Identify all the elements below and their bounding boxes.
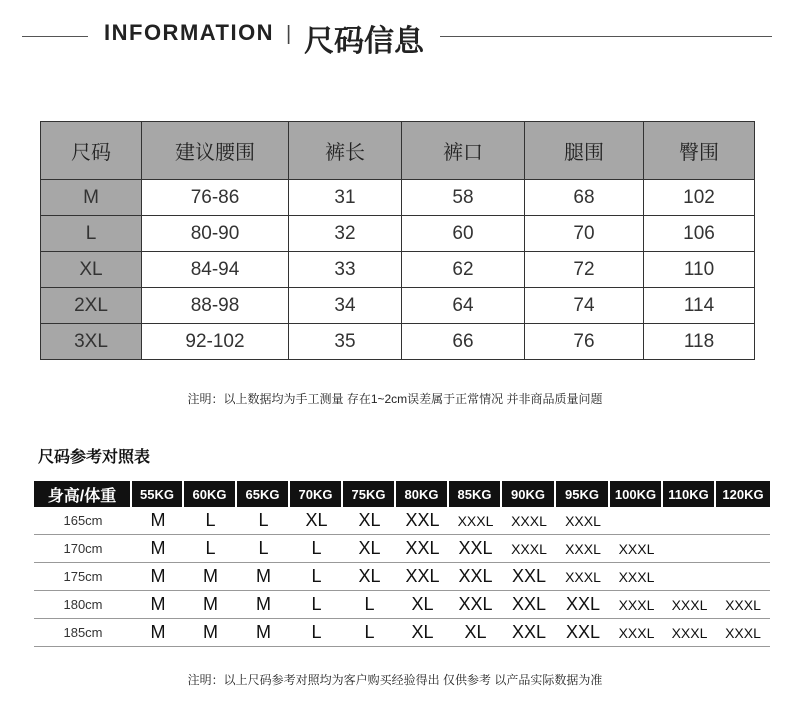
size-value-cell: 32 [289, 216, 402, 252]
weight-header: 80KG [396, 481, 449, 507]
recommended-size-cell: L [290, 591, 343, 619]
recommended-size-cell: XL [343, 563, 396, 591]
recommended-size-cell [663, 507, 716, 535]
recommended-size-cell: XL [343, 535, 396, 563]
size-table-header: 裤口 [402, 122, 525, 180]
recommended-size-cell: XXL [396, 563, 449, 591]
recommended-size-cell: M [132, 563, 184, 591]
size-reference-table [34, 481, 770, 647]
size-value-cell: 76 [525, 324, 644, 360]
size-table-header: 尺码 [41, 122, 142, 180]
recommended-size-cell: XL [343, 507, 396, 535]
recommended-size-cell: L [237, 535, 290, 563]
size-measurement-table [40, 121, 755, 360]
recommended-size-cell: XXL [449, 563, 502, 591]
recommended-size-cell: XXXL [556, 507, 610, 535]
reference-table-header-row [34, 481, 770, 507]
recommended-size-cell: XXL [449, 591, 502, 619]
size-table-row [41, 288, 755, 324]
recommended-size-cell: M [184, 619, 237, 647]
reference-table-row [34, 591, 770, 619]
recommended-size-cell: L [343, 619, 396, 647]
size-label-cell: 2XL [41, 288, 142, 324]
size-value-cell: 74 [525, 288, 644, 324]
weight-header: 120KG [716, 481, 770, 507]
recommended-size-cell: L [290, 535, 343, 563]
size-value-cell: 92-102 [142, 324, 289, 360]
recommended-size-cell: XXXL [663, 619, 716, 647]
recommended-size-cell: L [290, 563, 343, 591]
height-cell: 175cm [34, 563, 132, 591]
recommended-size-cell: M [237, 619, 290, 647]
size-value-cell: 64 [402, 288, 525, 324]
size-value-cell: 62 [402, 252, 525, 288]
recommended-size-cell: XXXL [502, 507, 556, 535]
recommended-size-cell: XXXL [556, 535, 610, 563]
size-table-header-row [41, 122, 755, 180]
reference-table-row [34, 507, 770, 535]
size-value-cell: 84-94 [142, 252, 289, 288]
size-label-cell: XL [41, 252, 142, 288]
recommended-size-cell: XXXL [449, 507, 502, 535]
reference-table-row [34, 619, 770, 647]
size-table-row [41, 180, 755, 216]
size-table-row [41, 324, 755, 360]
size-value-cell: 110 [644, 252, 755, 288]
size-table-header: 裤长 [289, 122, 402, 180]
height-cell: 170cm [34, 535, 132, 563]
recommended-size-cell [610, 507, 663, 535]
recommended-size-cell [663, 563, 716, 591]
recommended-size-cell: XL [396, 619, 449, 647]
recommended-size-cell: XXL [449, 535, 502, 563]
header-left-rule [22, 36, 88, 37]
size-value-cell: 80-90 [142, 216, 289, 252]
recommended-size-cell: M [237, 563, 290, 591]
recommended-size-cell: L [184, 535, 237, 563]
weight-header: 65KG [237, 481, 290, 507]
size-table-header: 臀围 [644, 122, 755, 180]
size-table-row [41, 216, 755, 252]
recommended-size-cell: XXXL [663, 591, 716, 619]
measurement-note: 注明：以上数据均为手工测量 存在1~2cm误差属于正常情况 并非商品质量问题 [187, 392, 603, 406]
reference-table-row [34, 563, 770, 591]
header-title-en: INFORMATION [104, 20, 275, 45]
size-value-cell: 114 [644, 288, 755, 324]
size-label-cell: L [41, 216, 142, 252]
size-value-cell: 66 [402, 324, 525, 360]
weight-header: 95KG [556, 481, 610, 507]
recommended-size-cell: XL [449, 619, 502, 647]
size-value-cell: 76-86 [142, 180, 289, 216]
recommended-size-cell: XXL [502, 563, 556, 591]
weight-header: 90KG [502, 481, 556, 507]
recommended-size-cell: L [237, 507, 290, 535]
size-value-cell: 35 [289, 324, 402, 360]
reference-table-title: 尺码参考对照表 [38, 449, 151, 466]
recommended-size-cell: L [184, 507, 237, 535]
recommended-size-cell: XXXL [610, 535, 663, 563]
recommended-size-cell: M [132, 591, 184, 619]
recommended-size-cell: M [184, 563, 237, 591]
size-label-cell: M [41, 180, 142, 216]
weight-header: 70KG [290, 481, 343, 507]
recommended-size-cell: M [132, 535, 184, 563]
weight-header: 100KG [610, 481, 663, 507]
recommended-size-cell: XXXL [502, 535, 556, 563]
size-value-cell: 58 [402, 180, 525, 216]
reference-note: 注明：以上尺码参考对照均为客户购买经验得出 仅供参考 以产品实际数据为准 [187, 673, 603, 687]
size-value-cell: 118 [644, 324, 755, 360]
header-title-cn: 尺码信息 [304, 25, 424, 58]
recommended-size-cell: XXL [556, 591, 610, 619]
recommended-size-cell [716, 563, 770, 591]
recommended-size-cell: M [132, 507, 184, 535]
height-cell: 185cm [34, 619, 132, 647]
recommended-size-cell: XXL [502, 619, 556, 647]
size-value-cell: 102 [644, 180, 755, 216]
size-value-cell: 72 [525, 252, 644, 288]
weight-header: 55KG [132, 481, 184, 507]
size-value-cell: 33 [289, 252, 402, 288]
recommended-size-cell: XXXL [716, 619, 770, 647]
size-value-cell: 31 [289, 180, 402, 216]
recommended-size-cell [663, 535, 716, 563]
height-cell: 180cm [34, 591, 132, 619]
size-table-row [41, 252, 755, 288]
weight-header: 60KG [184, 481, 237, 507]
recommended-size-cell: XXXL [716, 591, 770, 619]
recommended-size-cell: L [290, 619, 343, 647]
height-cell: 165cm [34, 507, 132, 535]
weight-header: 85KG [449, 481, 502, 507]
size-value-cell: 106 [644, 216, 755, 252]
size-table-header: 建议腰围 [142, 122, 289, 180]
size-value-cell: 70 [525, 216, 644, 252]
recommended-size-cell: XL [396, 591, 449, 619]
recommended-size-cell: M [237, 591, 290, 619]
size-value-cell: 88-98 [142, 288, 289, 324]
size-table-header: 腿围 [525, 122, 644, 180]
recommended-size-cell: XXL [556, 619, 610, 647]
recommended-size-cell [716, 535, 770, 563]
recommended-size-cell: XXXL [556, 563, 610, 591]
size-value-cell: 60 [402, 216, 525, 252]
recommended-size-cell: XL [290, 507, 343, 535]
size-value-cell: 34 [289, 288, 402, 324]
recommended-size-cell: XXL [502, 591, 556, 619]
recommended-size-cell: M [132, 619, 184, 647]
recommended-size-cell: XXL [396, 535, 449, 563]
header-separator: | [286, 23, 292, 45]
recommended-size-cell: XXL [396, 507, 449, 535]
weight-header: 75KG [343, 481, 396, 507]
recommended-size-cell: XXXL [610, 591, 663, 619]
recommended-size-cell: L [343, 591, 396, 619]
height-weight-header: 身高/体重 [34, 481, 132, 507]
weight-header: 110KG [663, 481, 716, 507]
size-value-cell: 68 [525, 180, 644, 216]
header-right-rule [440, 36, 772, 37]
size-label-cell: 3XL [41, 324, 142, 360]
recommended-size-cell: XXXL [610, 563, 663, 591]
reference-table-row [34, 535, 770, 563]
recommended-size-cell: M [184, 591, 237, 619]
page-header [0, 14, 790, 58]
recommended-size-cell: XXXL [610, 619, 663, 647]
recommended-size-cell [716, 507, 770, 535]
